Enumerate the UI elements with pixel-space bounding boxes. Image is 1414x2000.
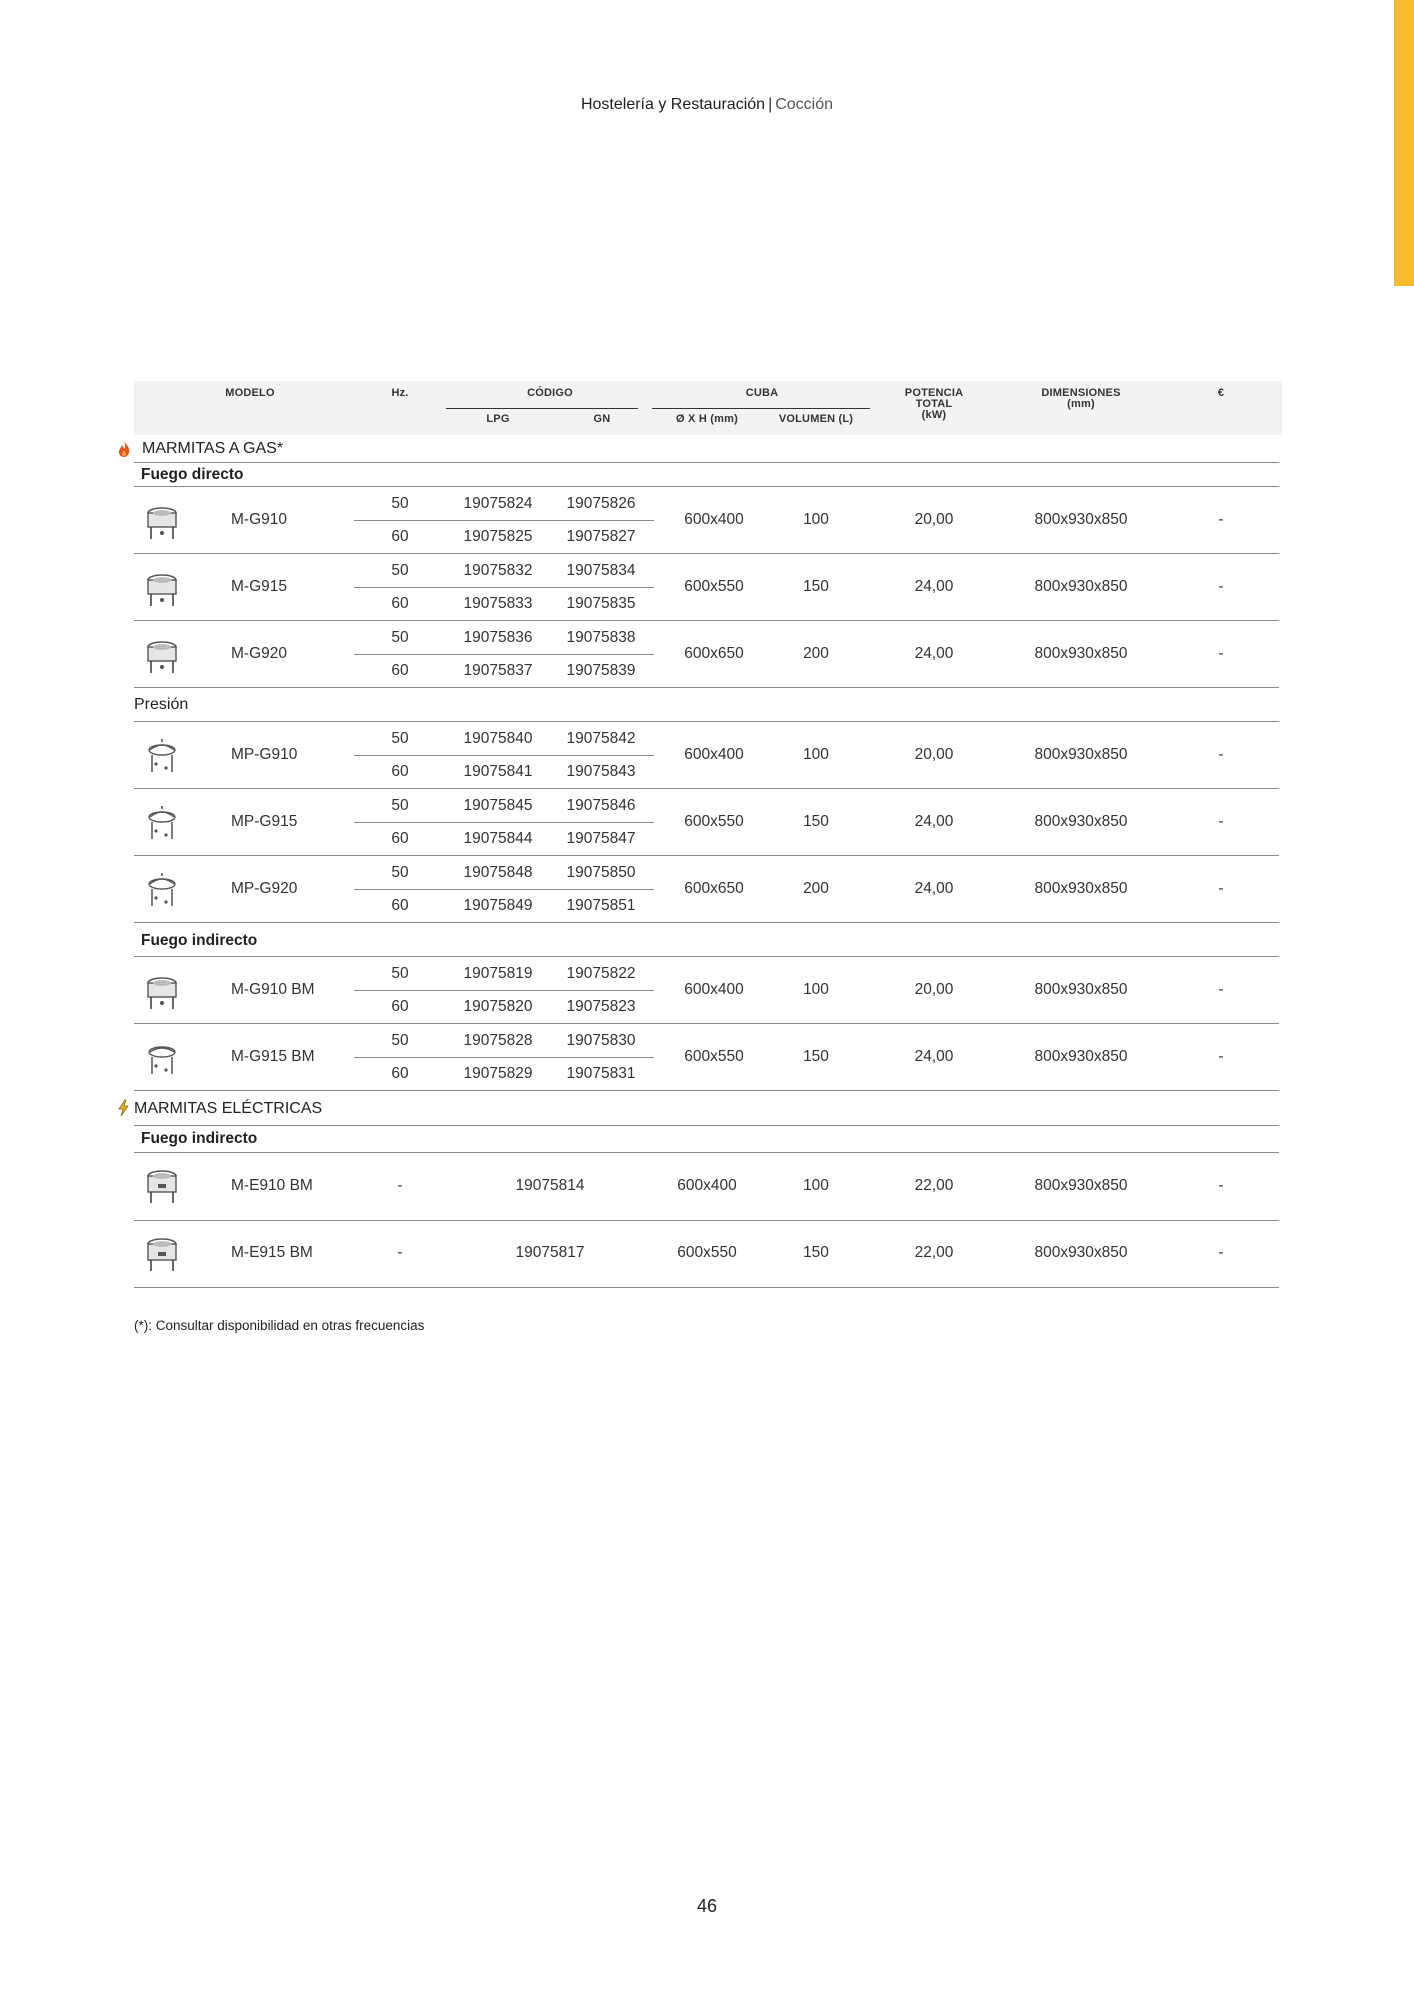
price: - bbox=[1218, 813, 1224, 830]
col-euro: € bbox=[1217, 387, 1225, 399]
divider bbox=[354, 587, 654, 588]
divider bbox=[134, 462, 1279, 463]
subsection-presion: Presión bbox=[134, 696, 189, 713]
section-marmitas-electricas: MARMITAS ELÉCTRICAS bbox=[134, 1100, 323, 1117]
hz-value: 60 bbox=[391, 998, 409, 1015]
col-codigo: CÓDIGO bbox=[527, 387, 573, 399]
diameter-height: 600x400 bbox=[684, 511, 744, 528]
diameter-height: 600x400 bbox=[677, 1177, 737, 1194]
volume: 150 bbox=[803, 813, 829, 830]
diameter-height: 600x550 bbox=[684, 578, 744, 595]
hz-value: 60 bbox=[391, 662, 409, 679]
volume: 150 bbox=[803, 1048, 829, 1065]
model-name: M-G910 bbox=[231, 511, 287, 528]
product-code: 19075817 bbox=[515, 1244, 585, 1261]
lpg-code: 19075845 bbox=[463, 797, 533, 814]
volume: 200 bbox=[803, 645, 829, 662]
lpg-code: 19075848 bbox=[463, 864, 533, 881]
col-dimensiones bbox=[1020, 388, 1142, 410]
col-dimensiones-line1: DIMENSIONES bbox=[1041, 387, 1121, 399]
electric-kettle-image bbox=[142, 1166, 182, 1206]
volume: 100 bbox=[803, 1177, 829, 1194]
power: 20,00 bbox=[914, 746, 954, 763]
hz-value: 50 bbox=[391, 864, 409, 881]
kettle-image bbox=[142, 570, 182, 610]
diameter-height: 600x400 bbox=[684, 981, 744, 998]
power: 22,00 bbox=[914, 1177, 954, 1194]
gn-code: 19075851 bbox=[566, 897, 636, 914]
diameter-height: 600x550 bbox=[677, 1244, 737, 1261]
power: 24,00 bbox=[914, 578, 954, 595]
lpg-code: 19075833 bbox=[463, 595, 533, 612]
diameter-height: 600x650 bbox=[684, 880, 744, 897]
price: - bbox=[1218, 880, 1224, 897]
section-marmitas-gas: MARMITAS A GAS* bbox=[142, 440, 284, 457]
dimensions: 800x930x850 bbox=[1034, 1244, 1128, 1261]
divider bbox=[354, 889, 654, 890]
col-cuba: CUBA bbox=[745, 387, 779, 399]
model-name: M-G920 bbox=[231, 645, 287, 662]
hz-value: 50 bbox=[391, 629, 409, 646]
gn-code: 19075830 bbox=[566, 1032, 636, 1049]
gn-code: 19075822 bbox=[566, 965, 636, 982]
volume: 100 bbox=[803, 981, 829, 998]
hz-value: 50 bbox=[391, 495, 409, 512]
product-code: 19075814 bbox=[515, 1177, 585, 1194]
kettle-image bbox=[142, 503, 182, 543]
divider bbox=[354, 755, 654, 756]
divider bbox=[134, 1152, 1279, 1153]
model-name: MP-G920 bbox=[231, 880, 298, 897]
hz-value: 60 bbox=[391, 763, 409, 780]
divider bbox=[134, 956, 1279, 957]
divider bbox=[354, 654, 654, 655]
col-modelo: MODELO bbox=[225, 387, 275, 399]
page-header bbox=[0, 96, 1414, 114]
diameter-height: 600x550 bbox=[684, 1048, 744, 1065]
electric-kettle-image bbox=[142, 1234, 182, 1274]
volume: 150 bbox=[803, 1244, 829, 1261]
col-volumen: VOLUMEN (L) bbox=[778, 413, 854, 425]
power: 22,00 bbox=[914, 1244, 954, 1261]
divider bbox=[134, 620, 1279, 621]
lpg-code: 19075836 bbox=[463, 629, 533, 646]
dimensions: 800x930x850 bbox=[1034, 1177, 1128, 1194]
price: - bbox=[1218, 1048, 1224, 1065]
dimensions: 800x930x850 bbox=[1034, 578, 1128, 595]
price: - bbox=[1218, 578, 1224, 595]
hz-value: 60 bbox=[391, 528, 409, 545]
gn-code: 19075843 bbox=[566, 763, 636, 780]
dimensions: 800x930x850 bbox=[1034, 813, 1128, 830]
dimensions: 800x930x850 bbox=[1034, 981, 1128, 998]
lpg-code: 19075824 bbox=[463, 495, 533, 512]
gn-code: 19075846 bbox=[566, 797, 636, 814]
gn-code: 19075850 bbox=[566, 864, 636, 881]
col-potencia-line3: (kW) bbox=[921, 409, 947, 421]
kettle-image bbox=[142, 1040, 182, 1080]
volume: 100 bbox=[803, 511, 829, 528]
dimensions: 800x930x850 bbox=[1034, 880, 1128, 897]
col-dimensiones-line2: (mm) bbox=[1067, 398, 1095, 410]
divider bbox=[354, 822, 654, 823]
power: 24,00 bbox=[914, 645, 954, 662]
divider bbox=[134, 788, 1279, 789]
gn-code: 19075823 bbox=[566, 998, 636, 1015]
lpg-code: 19075837 bbox=[463, 662, 533, 679]
divider bbox=[354, 520, 654, 521]
codigo-underline bbox=[446, 408, 638, 409]
col-gn: GN bbox=[593, 413, 611, 425]
page-number: 46 bbox=[696, 1896, 718, 1916]
price: - bbox=[1218, 1177, 1224, 1194]
lpg-code: 19075820 bbox=[463, 998, 533, 1015]
dimensions: 800x930x850 bbox=[1034, 645, 1128, 662]
dimensions: 800x930x850 bbox=[1034, 511, 1128, 528]
power: 20,00 bbox=[914, 981, 954, 998]
gn-code: 19075835 bbox=[566, 595, 636, 612]
hz-value: 60 bbox=[391, 1065, 409, 1082]
gn-code: 19075839 bbox=[566, 662, 636, 679]
gn-code: 19075826 bbox=[566, 495, 636, 512]
volume: 150 bbox=[803, 578, 829, 595]
lpg-code: 19075819 bbox=[463, 965, 533, 982]
footnote: (*): Consultar disponibilidad en otras frecuencias bbox=[134, 1318, 425, 1333]
divider bbox=[134, 1125, 1279, 1126]
price: - bbox=[1218, 511, 1224, 528]
kettle-image bbox=[142, 973, 182, 1013]
subsection-fuego-indirecto-electrico: Fuego indirecto bbox=[141, 1130, 258, 1147]
divider bbox=[134, 1023, 1279, 1024]
volume: 200 bbox=[803, 880, 829, 897]
col-lpg: LPG bbox=[486, 413, 510, 425]
lpg-code: 19075844 bbox=[463, 830, 533, 847]
col-hz: Hz. bbox=[391, 387, 409, 399]
price: - bbox=[1218, 1244, 1224, 1261]
flame-icon bbox=[117, 440, 131, 458]
lpg-code: 19075841 bbox=[463, 763, 533, 780]
divider bbox=[134, 922, 1279, 923]
hz-value: 50 bbox=[391, 1032, 409, 1049]
price: - bbox=[1218, 746, 1224, 763]
model-name: MP-G915 bbox=[231, 813, 298, 830]
diameter-height: 600x650 bbox=[684, 645, 744, 662]
divider bbox=[134, 687, 1279, 688]
pressure-kettle-image bbox=[142, 738, 182, 778]
hz-value: 50 bbox=[391, 797, 409, 814]
gn-code: 19075847 bbox=[566, 830, 636, 847]
lpg-code: 19075832 bbox=[463, 562, 533, 579]
divider bbox=[134, 1090, 1279, 1091]
hz-value: 50 bbox=[391, 965, 409, 982]
subsection-fuego-indirecto: Fuego indirecto bbox=[141, 932, 258, 949]
col-diametro: Ø X H (mm) bbox=[676, 413, 738, 425]
dimensions: 800x930x850 bbox=[1034, 746, 1128, 763]
accent-bar bbox=[1394, 0, 1414, 286]
hz-value: 60 bbox=[391, 595, 409, 612]
gn-code: 19075834 bbox=[566, 562, 636, 579]
dimensions: 800x930x850 bbox=[1034, 1048, 1128, 1065]
power: 24,00 bbox=[914, 1048, 954, 1065]
hz-value: 50 bbox=[391, 562, 409, 579]
lpg-code: 19075829 bbox=[463, 1065, 533, 1082]
model-name: M-G910 BM bbox=[231, 981, 315, 998]
subsection-fuego-directo: Fuego directo bbox=[141, 466, 244, 483]
divider bbox=[134, 1220, 1279, 1221]
divider bbox=[134, 486, 1279, 487]
model-name: M-G915 BM bbox=[231, 1048, 315, 1065]
kettle-image bbox=[142, 637, 182, 677]
power: 24,00 bbox=[914, 813, 954, 830]
header-subtitle: Cocción bbox=[775, 96, 834, 113]
divider bbox=[134, 855, 1279, 856]
hz-value: 60 bbox=[391, 830, 409, 847]
pressure-kettle-image bbox=[142, 805, 182, 845]
divider bbox=[134, 553, 1279, 554]
lpg-code: 19075825 bbox=[463, 528, 533, 545]
price: - bbox=[1218, 645, 1224, 662]
col-potencia-line1: POTENCIA bbox=[904, 387, 964, 399]
diameter-height: 600x400 bbox=[684, 746, 744, 763]
power: 20,00 bbox=[914, 511, 954, 528]
lightning-icon bbox=[116, 1099, 130, 1117]
gn-code: 19075838 bbox=[566, 629, 636, 646]
lpg-code: 19075849 bbox=[463, 897, 533, 914]
hz-value: 60 bbox=[391, 897, 409, 914]
header-title: Hostelería y Restauración bbox=[580, 96, 766, 113]
cuba-underline bbox=[652, 408, 870, 409]
pressure-kettle-image bbox=[142, 872, 182, 912]
divider bbox=[134, 721, 1279, 722]
model-name: M-E910 BM bbox=[231, 1177, 313, 1194]
gn-code: 19075831 bbox=[566, 1065, 636, 1082]
hz-value: - bbox=[397, 1177, 403, 1194]
gn-code: 19075827 bbox=[566, 528, 636, 545]
volume: 100 bbox=[803, 746, 829, 763]
divider bbox=[354, 990, 654, 991]
power: 24,00 bbox=[914, 880, 954, 897]
lpg-code: 19075828 bbox=[463, 1032, 533, 1049]
model-name: M-E915 BM bbox=[231, 1244, 313, 1261]
gn-code: 19075842 bbox=[566, 730, 636, 747]
header-separator: | bbox=[768, 96, 773, 113]
price: - bbox=[1218, 981, 1224, 998]
diameter-height: 600x550 bbox=[684, 813, 744, 830]
divider bbox=[354, 1057, 654, 1058]
col-potencia-line2: TOTAL bbox=[915, 398, 953, 410]
model-name: MP-G910 bbox=[231, 746, 298, 763]
lpg-code: 19075840 bbox=[463, 730, 533, 747]
col-potencia bbox=[880, 388, 988, 421]
divider bbox=[134, 1287, 1279, 1288]
hz-value: - bbox=[397, 1244, 403, 1261]
model-name: M-G915 bbox=[231, 578, 287, 595]
hz-value: 50 bbox=[391, 730, 409, 747]
